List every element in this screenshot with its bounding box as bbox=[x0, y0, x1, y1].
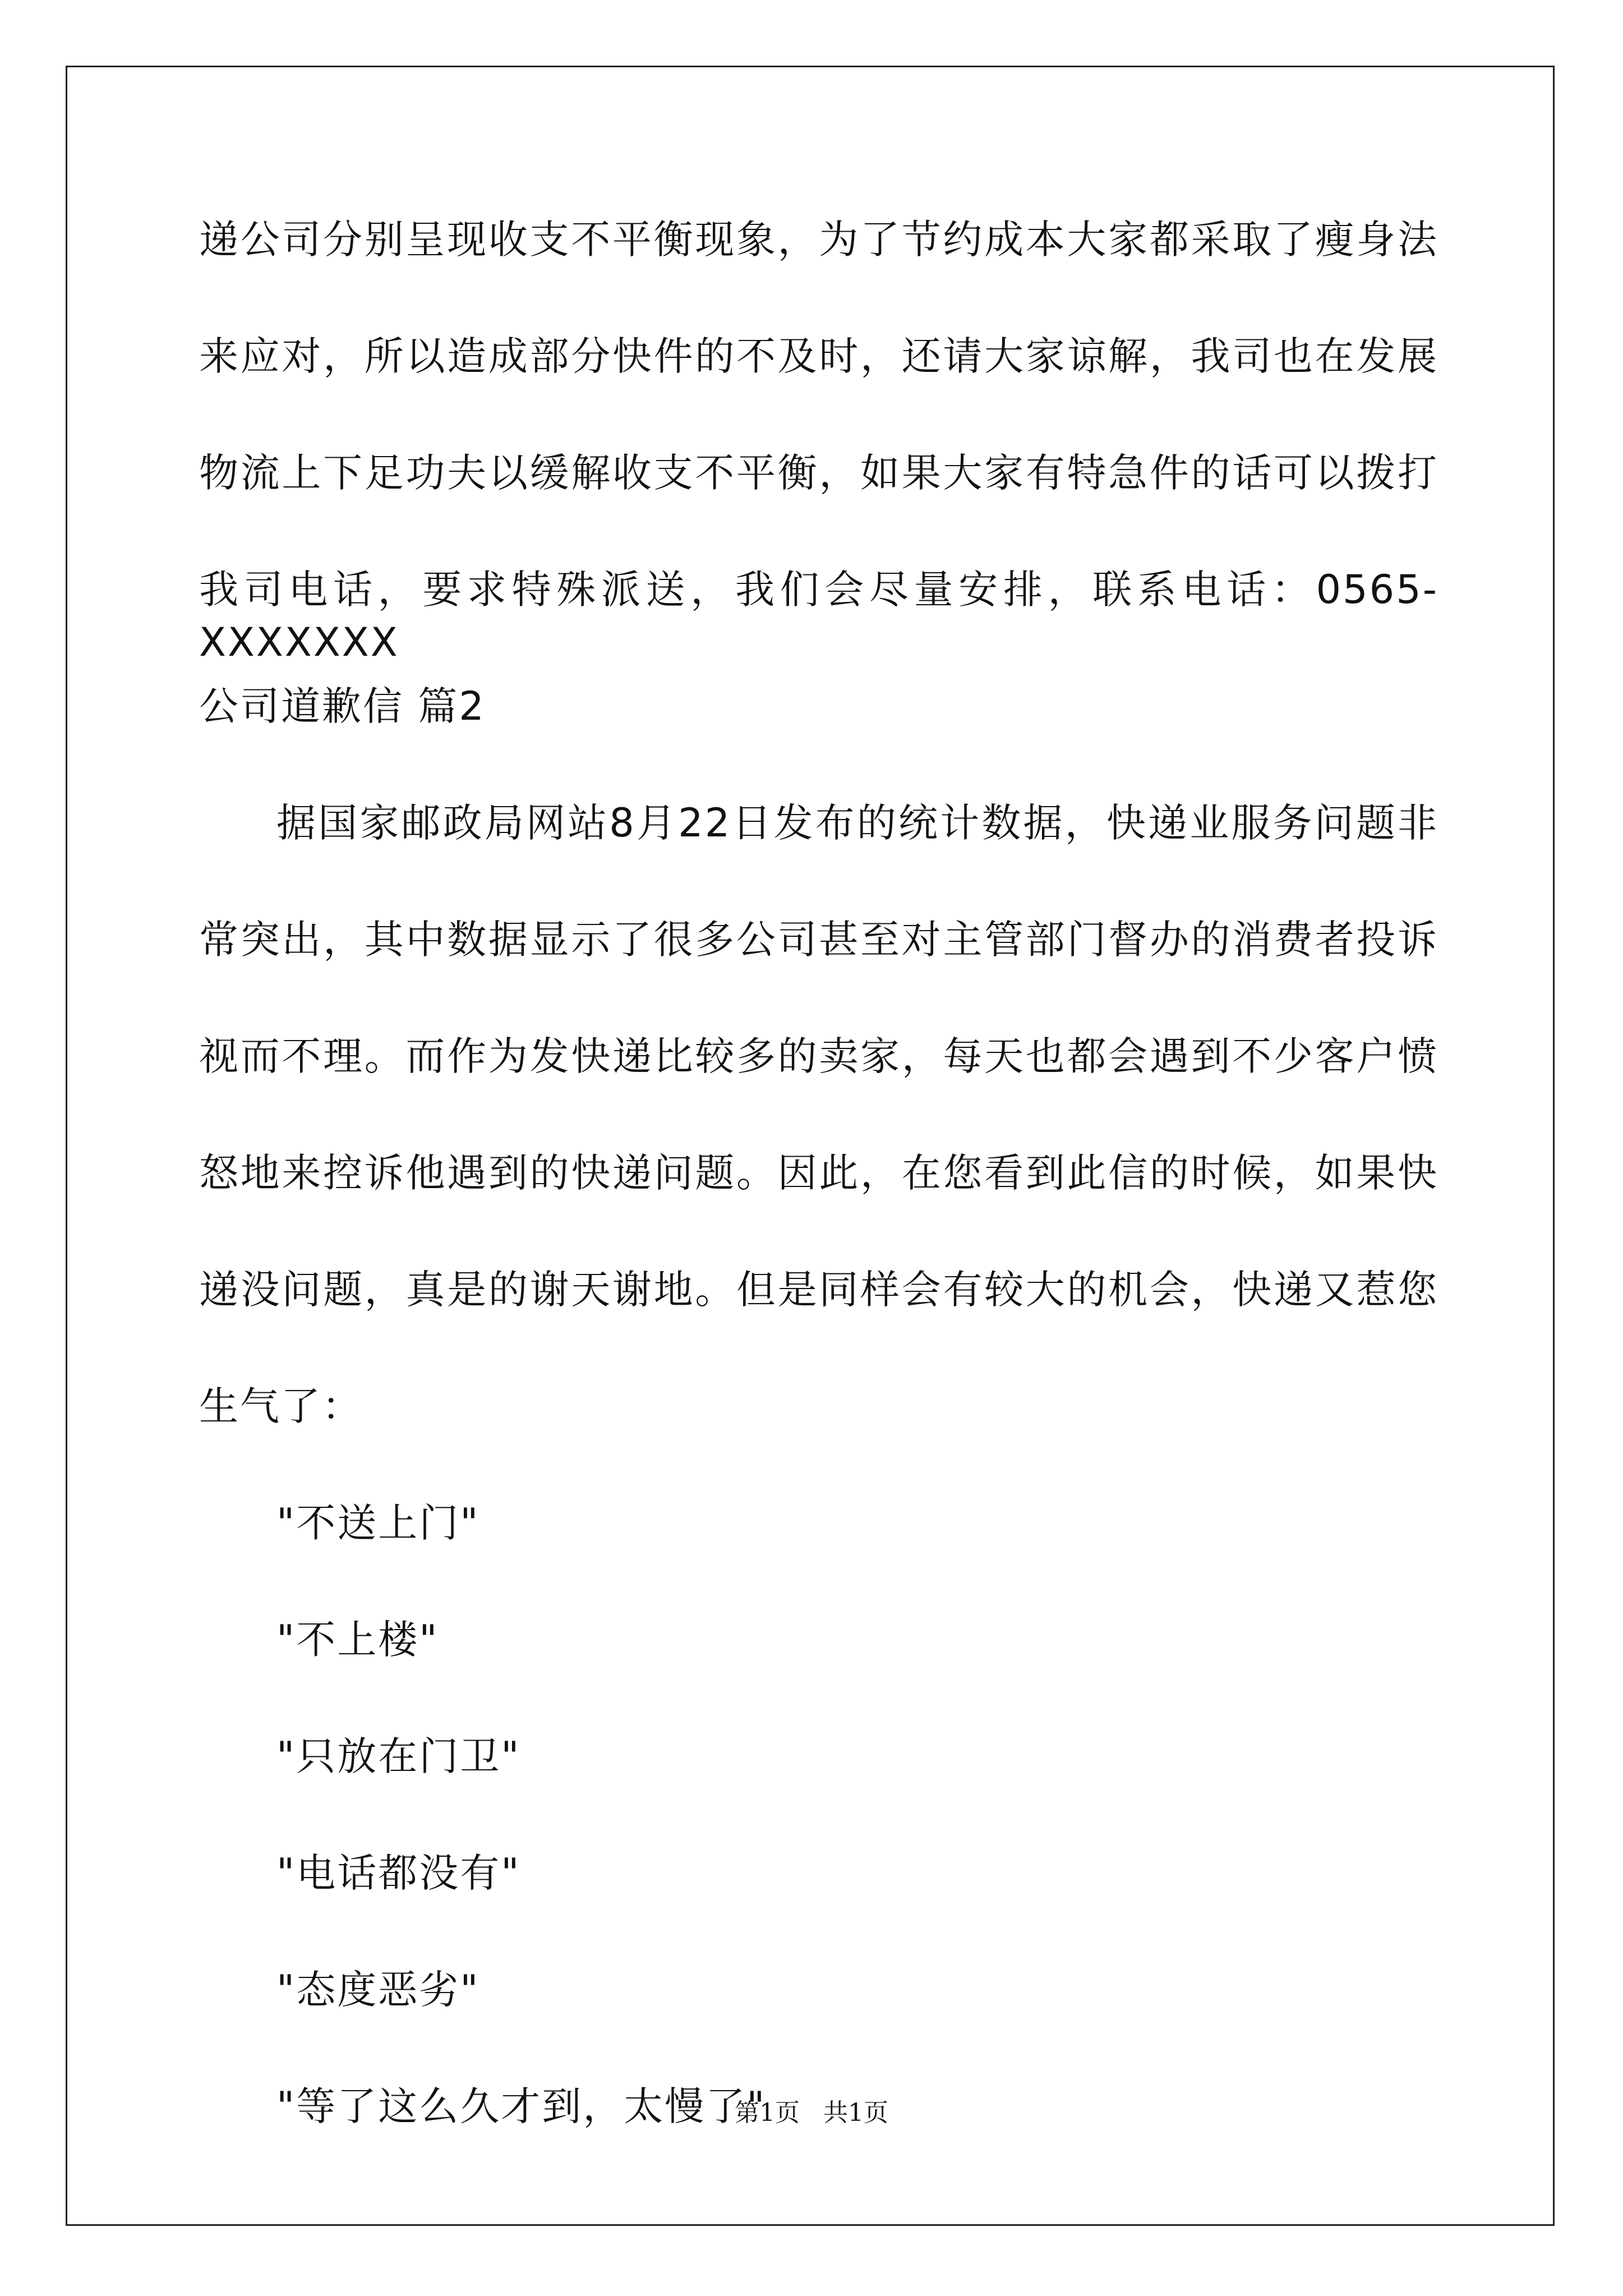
body-line: 物流上下足功夫以缓解收支不平衡，如果大家有特急件的话可以拨打 bbox=[199, 450, 1438, 496]
body-line: 视而不理。而作为发快递比较多的卖家，每天也都会遇到不少客户愤 bbox=[199, 1033, 1438, 1079]
quote-line: "不上楼" bbox=[276, 1617, 439, 1663]
body-line: 怒地来控诉他遇到的快递问题。因此，在您看到此信的时候，如果快 bbox=[199, 1150, 1438, 1196]
quote-line: "态度恶劣" bbox=[276, 1967, 480, 2013]
document-body bbox=[199, 213, 1438, 2197]
quote-line: "电话都没有" bbox=[276, 1850, 521, 1896]
body-line: 生气了： bbox=[199, 1383, 363, 1429]
body-line: 常突出，其中数据显示了很多公司甚至对主管部门督办的消费者投诉 bbox=[199, 917, 1438, 963]
body-line: 据国家邮政局网站8月22日发布的统计数据，快递业服务问题非 bbox=[276, 800, 1438, 846]
quote-line: "等了这么久才到，太慢了" bbox=[276, 2083, 767, 2129]
body-line: 我司电话，要求特殊派送，我们会尽量安排，联系电话：0565-XXXXXXX bbox=[199, 567, 1438, 665]
body-line: 来应对，所以造成部分快件的不及时，还请大家谅解，我司也在发展 bbox=[199, 333, 1438, 379]
quote-line: "不送上门" bbox=[276, 1500, 480, 1546]
body-line: 递没问题，真是的谢天谢地。但是同样会有较大的机会，快递又惹您 bbox=[199, 1267, 1438, 1313]
body-line: 递公司分别呈现收支不平衡现象，为了节约成本大家都采取了瘦身法 bbox=[199, 217, 1438, 263]
page-number: 第1页 共1页 bbox=[735, 2099, 888, 2127]
quote-line: "只放在门卫" bbox=[276, 1733, 521, 1779]
section-heading: 公司道歉信 篇2 bbox=[199, 683, 486, 729]
